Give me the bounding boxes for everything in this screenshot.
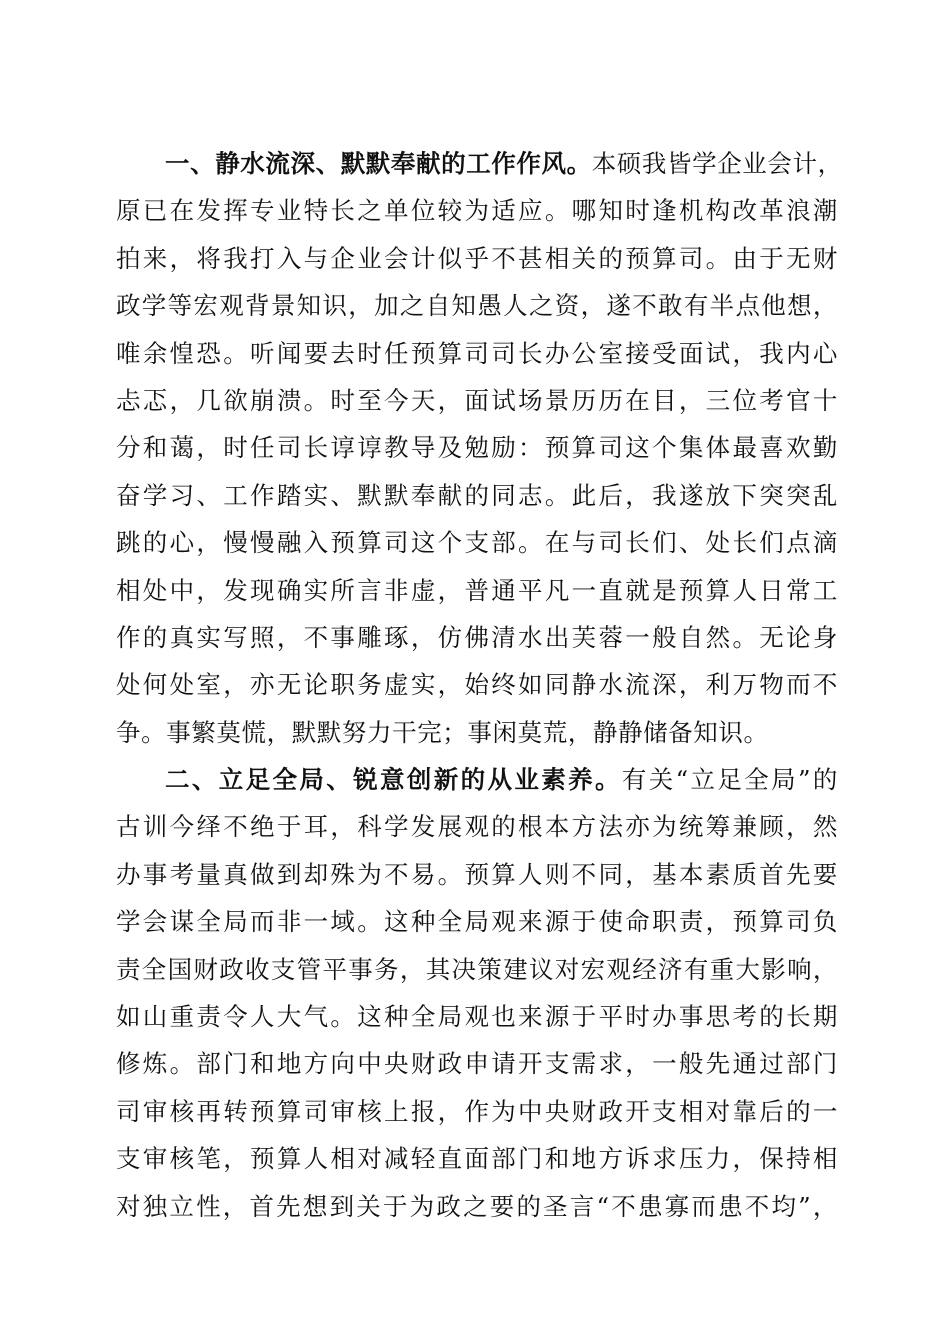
paragraph-line: 唯余惶恐。听闻要去时任预算司司长办公室接受面试，我内心 (116, 338, 838, 368)
document-body (116, 140, 843, 1230)
paragraph-line: 责全国财政收支管平事务，其决策建议对宏观经济有重大影响， (116, 954, 838, 984)
paragraph-overall-view (116, 756, 838, 1230)
paragraph-line: 对独立性，首先想到关于为政之要的圣言“不患寡而患不均”， (116, 1191, 838, 1221)
paragraph-line: 原已在发挥专业特长之单位较为适应。哪知时逢机构改革浪潮 (116, 196, 838, 226)
section-heading-work-style: 一、静水流深、默默奉献的工作作风。 (165, 149, 592, 178)
paragraph-line: 司审核再转预算司审核上报，作为中央财政开支相对靠后的一 (116, 1096, 838, 1126)
paragraph-line: 作的真实写照，不事雕琢，仿佛清水出芙蓉一般自然。无论身 (116, 622, 838, 652)
section-heading-overall-view: 二、立足全局、锐意创新的从业素养。 (165, 765, 622, 795)
paragraph-line: 奋学习、工作踏实、默默奉献的同志。此后，我遂放下突突乱 (116, 480, 838, 510)
paragraph-line: 如山重责令人大气。这种全局观也来源于平时办事思考的长期 (116, 1002, 838, 1032)
paragraph-line: 忐忑，几欲崩溃。时至今天，面试场景历历在目，三位考官十 (116, 385, 838, 415)
paragraph-line: 修炼。部门和地方向中央财政申请开支需求，一般先通过部门 (116, 1049, 838, 1079)
paragraph-line: 争。事繁莫慌，默默努力干完；事闲莫荒，静静储备知识。 (116, 717, 769, 747)
paragraph-line (116, 756, 838, 803)
paragraph-line: 相处中，发现确实所言非虚，普通平凡一直就是预算人日常工 (116, 575, 838, 605)
paragraph-line: 支审核笔，预算人相对减轻直面部门和地方诉求压力，保持相 (116, 1144, 838, 1174)
paragraph-text: 本硕我皆学企业会计， (591, 149, 843, 178)
paragraph-text: 有关“立足全局”的 (621, 765, 838, 795)
paragraph-line: 学会谋全局而非一域。这种全局观来源于使命职责，预算司负 (116, 907, 838, 937)
paragraph-line: 办事考量真做到却殊为不易。预算人则不同，基本素质首先要 (116, 859, 838, 889)
paragraph-line: 处何处室，亦无论职务虚实，始终如同静水流深，利万物而不 (116, 670, 838, 700)
paragraph-line: 分和蔼，时任司长谆谆教导及勉励：预算司这个集体最喜欢勤 (116, 433, 838, 463)
paragraph-line: 政学等宏观背景知识，加之自知愚人之资，遂不敢有半点他想， (116, 291, 838, 321)
paragraph-work-style (116, 140, 843, 756)
paragraph-line: 跳的心，慢慢融入预算司这个支部。在与司长们、处长们点滴 (116, 528, 838, 558)
paragraph-line: 拍来，将我打入与企业会计似乎不甚相关的预算司。由于无财 (116, 243, 838, 273)
paragraph-line (116, 140, 843, 187)
paragraph-line: 古训今绎不绝于耳，科学发展观的根本方法亦为统筹兼顾，然 (116, 812, 838, 842)
